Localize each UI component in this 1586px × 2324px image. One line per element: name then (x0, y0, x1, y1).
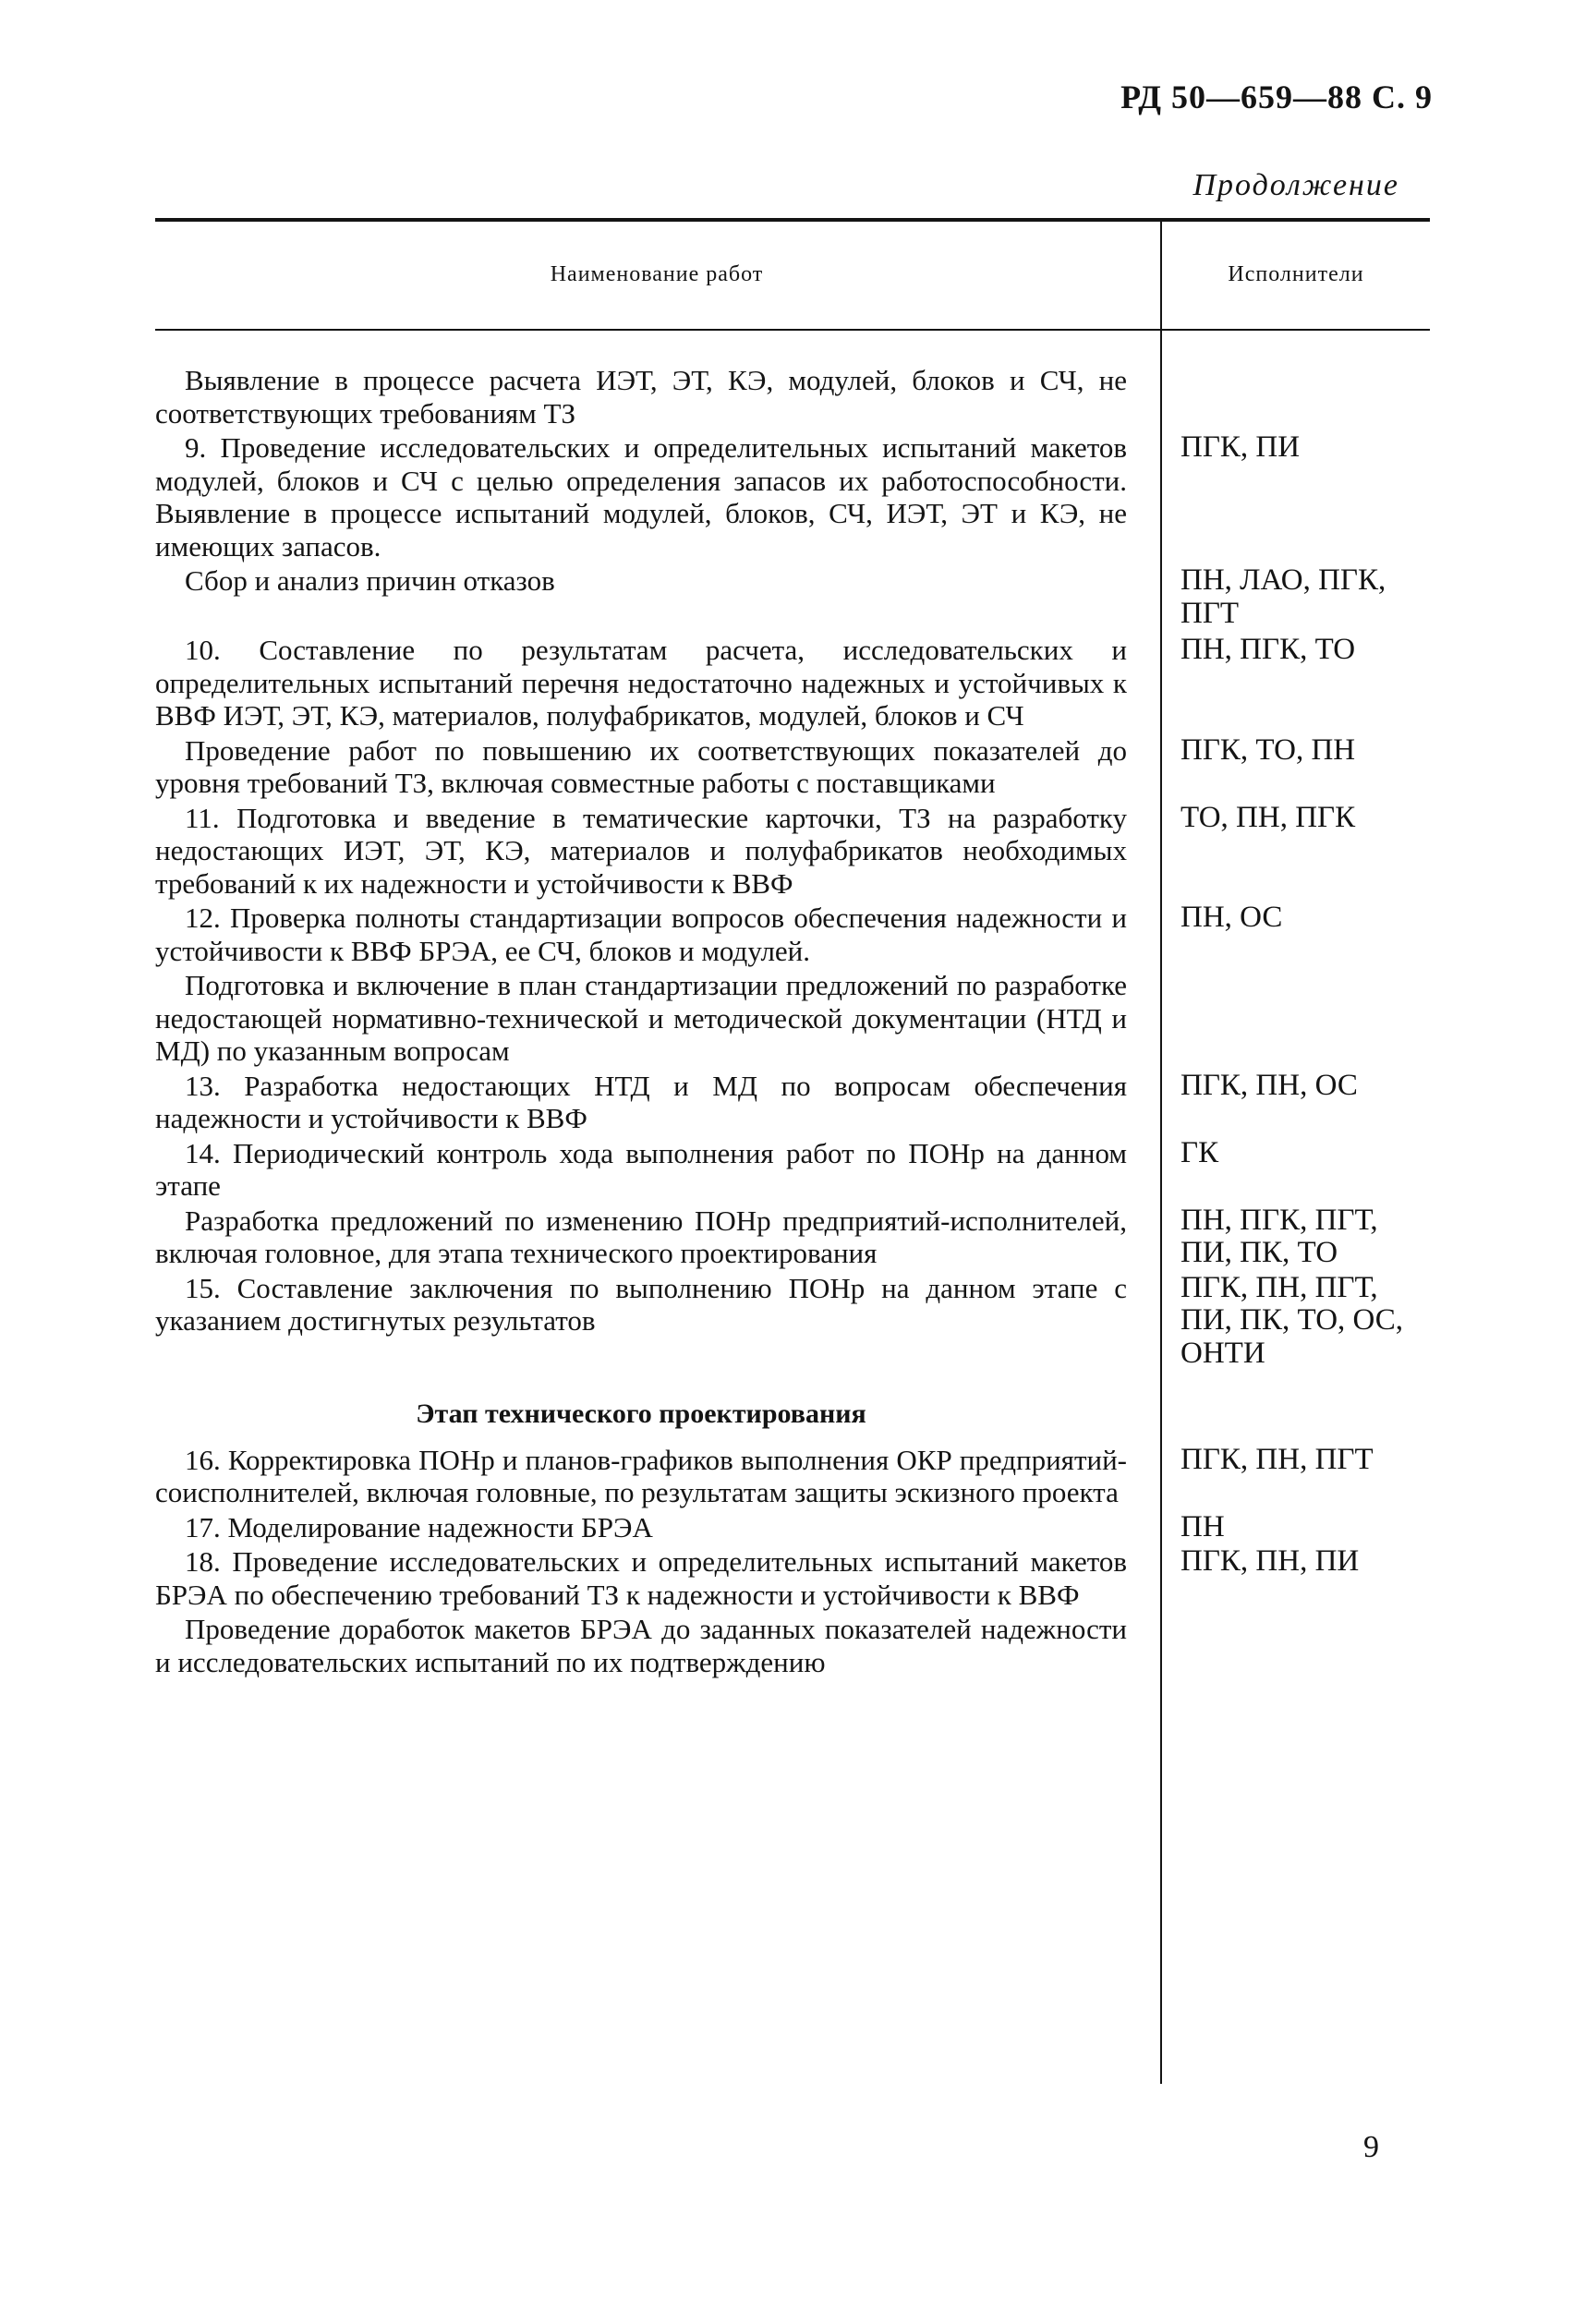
table-row (0, 802, 1586, 901)
table-row (0, 364, 1586, 430)
work-cell: Выявление в процессе расчета ИЭТ, ЭТ, КЭ, модулей, блоков и СЧ, не соответствующих требованиям ТЗ (155, 364, 1127, 430)
work-cell: 11. Подготовка и введение в тематические карточки, ТЗ на разработку недостающих ИЭТ, ЭТ, КЭ, материалов и полуфабрикатов необходимых требований к их надежности и устойчивости к ВВФ (155, 801, 1127, 900)
work-cell: 16. Корректировка ПОНр и планов-графиков выполнения ОКР предприятий-соисполнителей, включая головные, по результатам защиты эскизного проекта (155, 1443, 1127, 1508)
work-cell: 18. Проведение исследовательских и определительных испытаний макетов БРЭА по обеспечению требований ТЗ к надежности и устойчивости к ВВФ (155, 1545, 1127, 1611)
table-row (0, 1070, 1586, 1135)
table-row (0, 431, 1586, 563)
table-row (0, 1613, 1586, 1678)
executor-cell: ГК (1180, 1135, 1219, 1169)
work-cell: Проведение работ по повышению их соответствующих показателей до уровня требований ТЗ, включая совместные работы с поставщиками (155, 733, 1127, 799)
work-cell: 15. Составление заключения по выполнению ПОНр на данном этапе с указанием достигнутых результатов (155, 1271, 1127, 1337)
executor-cell: ПН (1180, 1509, 1225, 1543)
work-cell: 13. Разработка недостающих НТД и МД по вопросам обеспечения надежности и устойчивости к ВВФ (155, 1069, 1127, 1134)
table-body (0, 364, 1586, 1678)
executor-cell: ПГК, ПН, ПИ (1180, 1544, 1360, 1578)
executor-cell: ПГК, ПН, ПГТ, ПИ, ПК, ТО, ОС, ОНТИ (1180, 1270, 1404, 1370)
section-title: Этап технического проектирования (416, 1398, 866, 1429)
work-cell: 10. Составление по результатам расчета, исследовательских и определительных испытаний перечня недостаточно надежных и устойчивых к ВВФ ИЭТ, ЭТ, КЭ, материалов, полуфабрикатов, модулей, блоков и СЧ (155, 634, 1127, 732)
section-row (0, 1370, 1586, 1444)
executor-cell: ПГК, ПН, ОС (1180, 1068, 1358, 1102)
work-cell: Подготовка и включение в план стандартизации предложений по разработке недостающей нормативно-технической и методической документации (НТД и МД) по указанным вопросам (155, 969, 1127, 1067)
work-cell: 17. Моделирование надежности БРЭА (185, 1510, 653, 1543)
executor-cell: ПГК, ТО, ПН (1180, 732, 1356, 767)
table-row (0, 1444, 1586, 1509)
executor-cell: ПН, ПГК, ПГТ, ПИ, ПК, ТО (1180, 1203, 1378, 1269)
continuation-label: Продолжение (1193, 168, 1399, 202)
column-header-works: Наименование работ (550, 262, 764, 286)
work-cell: Сбор и анализ причин отказов (185, 564, 555, 597)
table-header-rule (155, 329, 1430, 331)
executor-cell: ТО, ПН, ПГК (1180, 800, 1356, 834)
table-row (0, 1511, 1586, 1544)
table-row (0, 969, 1586, 1068)
executor-cell: ПГК, ПН, ПГТ (1180, 1442, 1374, 1476)
executor-cell: ПН, ОС (1180, 901, 1283, 934)
executor-cell (1180, 364, 1430, 430)
document-code: РД 50—659—88 С. 9 (1120, 79, 1433, 115)
table-row (0, 734, 1586, 800)
executor-cell: ПН, ПГК, ТО (1180, 633, 1356, 666)
table-row (0, 1272, 1586, 1371)
work-cell: 9. Проведение исследовательских и определительных испытаний макетов модулей, блоков и СЧ с целью определения запасов их работоспособности. Выявление в процессе испытаний модулей, блоков, СЧ, ИЭТ, ЭТ и КЭ, не имеющих запасов. (155, 431, 1127, 563)
table-row (0, 1204, 1586, 1270)
column-header-executors: Исполнители (1228, 262, 1364, 286)
executor-cell (1180, 1613, 1430, 1678)
executor-cell: ПН, ЛАО, ПГК, ПГТ (1180, 563, 1386, 630)
executor-cell (1180, 969, 1430, 1068)
page-number: 9 (1363, 2130, 1379, 2164)
table-row (0, 1137, 1586, 1203)
table-row (0, 902, 1586, 967)
table-row (0, 564, 1586, 630)
executor-cell: ПГК, ПИ (1180, 430, 1301, 464)
table-row (0, 1545, 1586, 1611)
work-cell: Проведение доработок макетов БРЭА до заданных показателей надежности и исследовательских испытаний по их подтверждению (155, 1613, 1127, 1678)
work-cell: 12. Проверка полноты стандартизации вопросов обеспечения надежности и устойчивости к ВВФ БРЭА, ее СЧ, блоков и модулей. (155, 902, 1127, 967)
work-cell: Разработка предложений по изменению ПОНр предприятий-исполнителей, включая головное, для этапа технического проектирования (155, 1204, 1127, 1269)
table-top-rule (155, 218, 1430, 222)
work-cell: 14. Периодический контроль хода выполнения работ по ПОНр на данном этапе (155, 1136, 1127, 1202)
table-row (0, 634, 1586, 732)
